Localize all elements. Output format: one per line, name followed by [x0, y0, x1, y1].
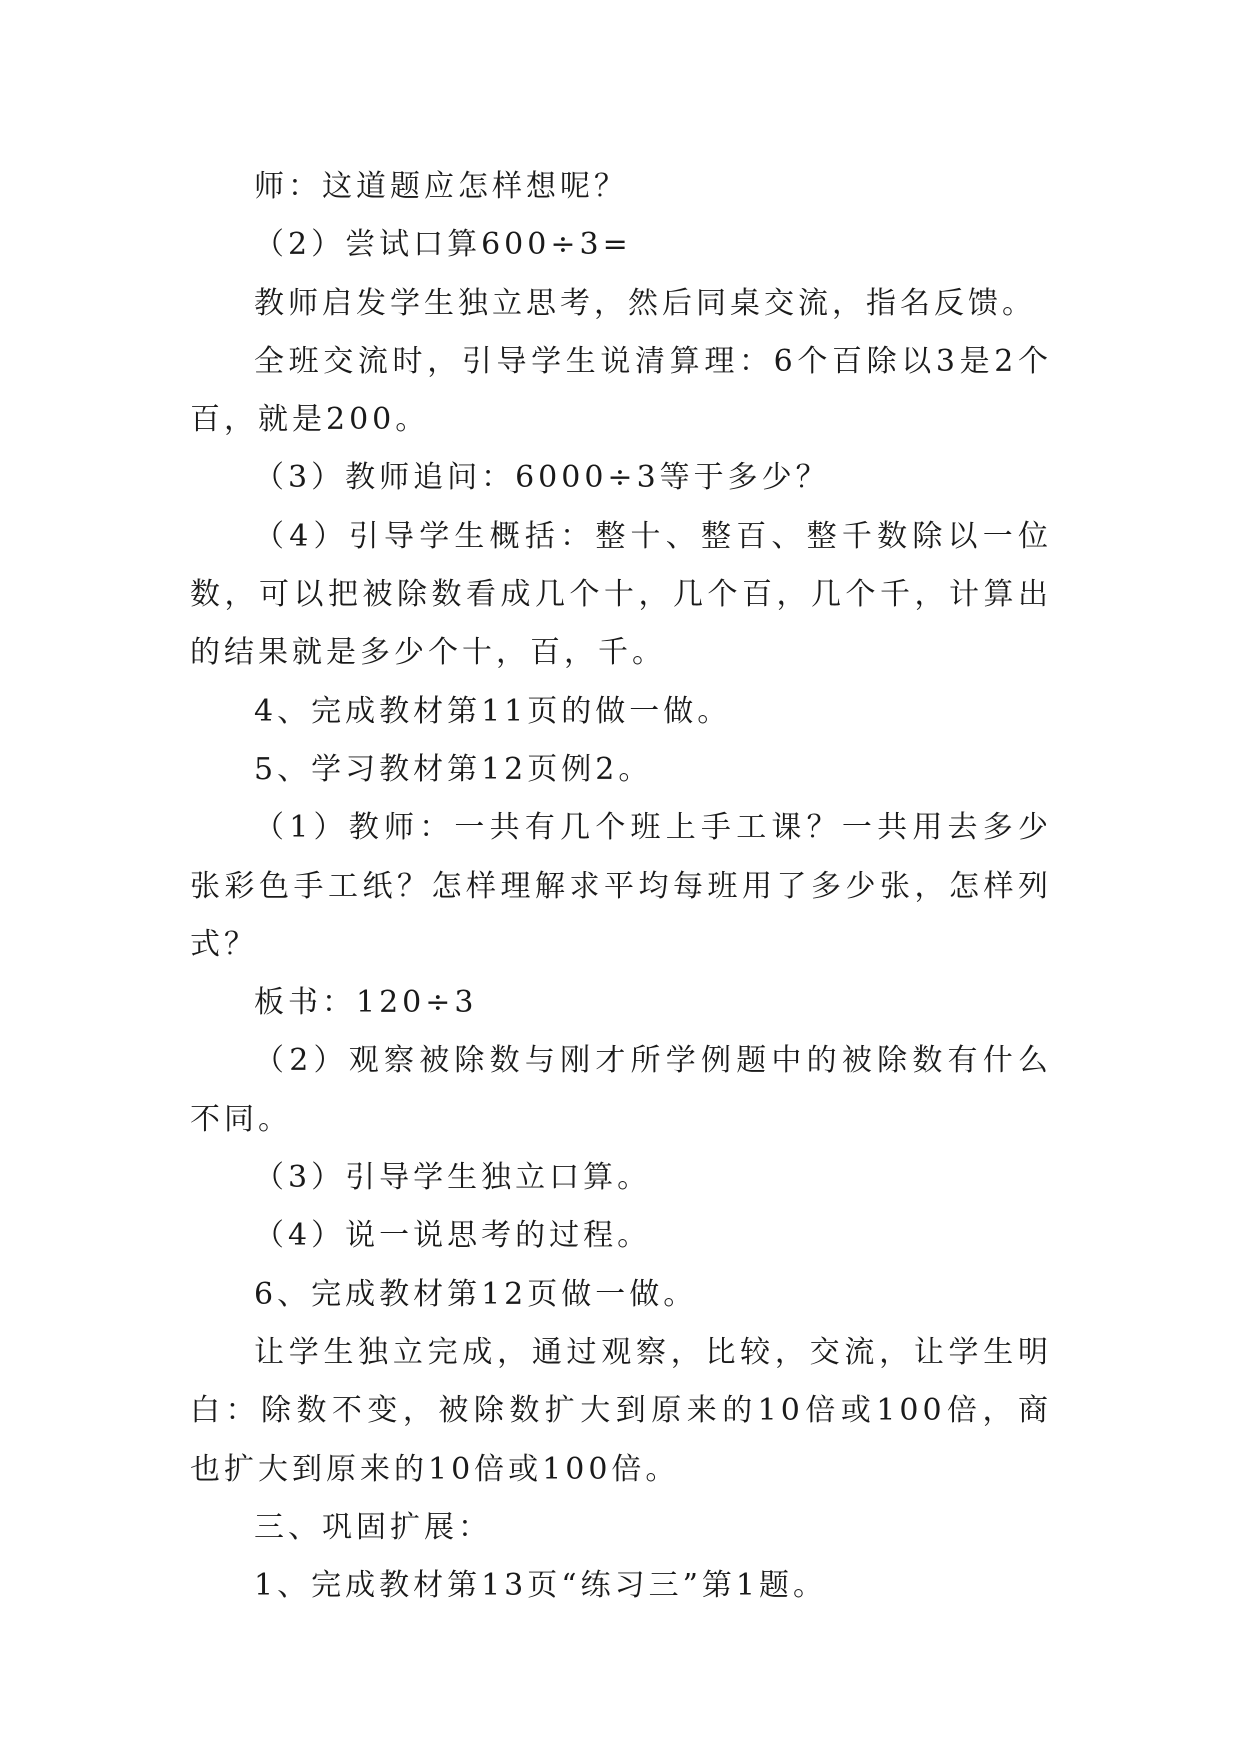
paragraph-section-three: 三、巩固扩展：	[254, 1509, 492, 1545]
paragraph-conclusion: 让学生独立完成，通过观察，比较，交流，让学生明白：除数不变，被除数扩大到原来的10倍或100倍，商也扩大到原来的10倍或100倍。	[190, 1334, 1052, 1487]
paragraph-explain-process: （4）说一说思考的过程。	[254, 1218, 652, 1254]
paragraph-example-2: 5、学习教材第12页例2。	[254, 751, 653, 787]
paragraph-follow-up-question: （3）教师追问：6000÷3等于多少？	[254, 460, 830, 496]
paragraph-independent-thinking: 教师启发学生独立思考，然后同桌交流，指名反馈。	[254, 285, 1036, 321]
paragraph-try-mental-calc: （2）尝试口算600÷3=	[254, 227, 632, 263]
paragraph-class-exchange: 全班交流时，引导学生说清算理：6个百除以3是2个百，就是200。	[190, 343, 1052, 438]
paragraph-exercise-three: 1、完成教材第13页“练习三”第1题。	[254, 1568, 828, 1604]
paragraph-teacher-question: 师：这道题应怎样想呢？	[254, 169, 628, 204]
paragraph-teacher-prompt: （1）教师：一共有几个班上手工课？一共用去多少张彩色手工纸？怎样理解求平均每班用了多少张，怎样列式？	[190, 810, 1052, 962]
paragraph-independent-calc: （3）引导学生独立口算。	[254, 1160, 652, 1196]
paragraph-observe-dividend: （2）观察被除数与刚才所学例题中的被除数有什么不同。	[190, 1043, 1052, 1137]
document-body	[190, 158, 1052, 1615]
paragraph-exercise-page-12: 6、完成教材第12页做一做。	[254, 1276, 698, 1312]
paragraph-exercise-page-11: 4、完成教材第11页的做一做。	[254, 693, 732, 729]
paragraph-blackboard: 板书：120÷3	[254, 985, 478, 1021]
paragraph-summary: （4）引导学生概括：整十、整百、整千数除以一位数，可以把被除数看成几个十，几个百，几个千，计算出的结果就是多少个十，百，千。	[190, 518, 1052, 671]
